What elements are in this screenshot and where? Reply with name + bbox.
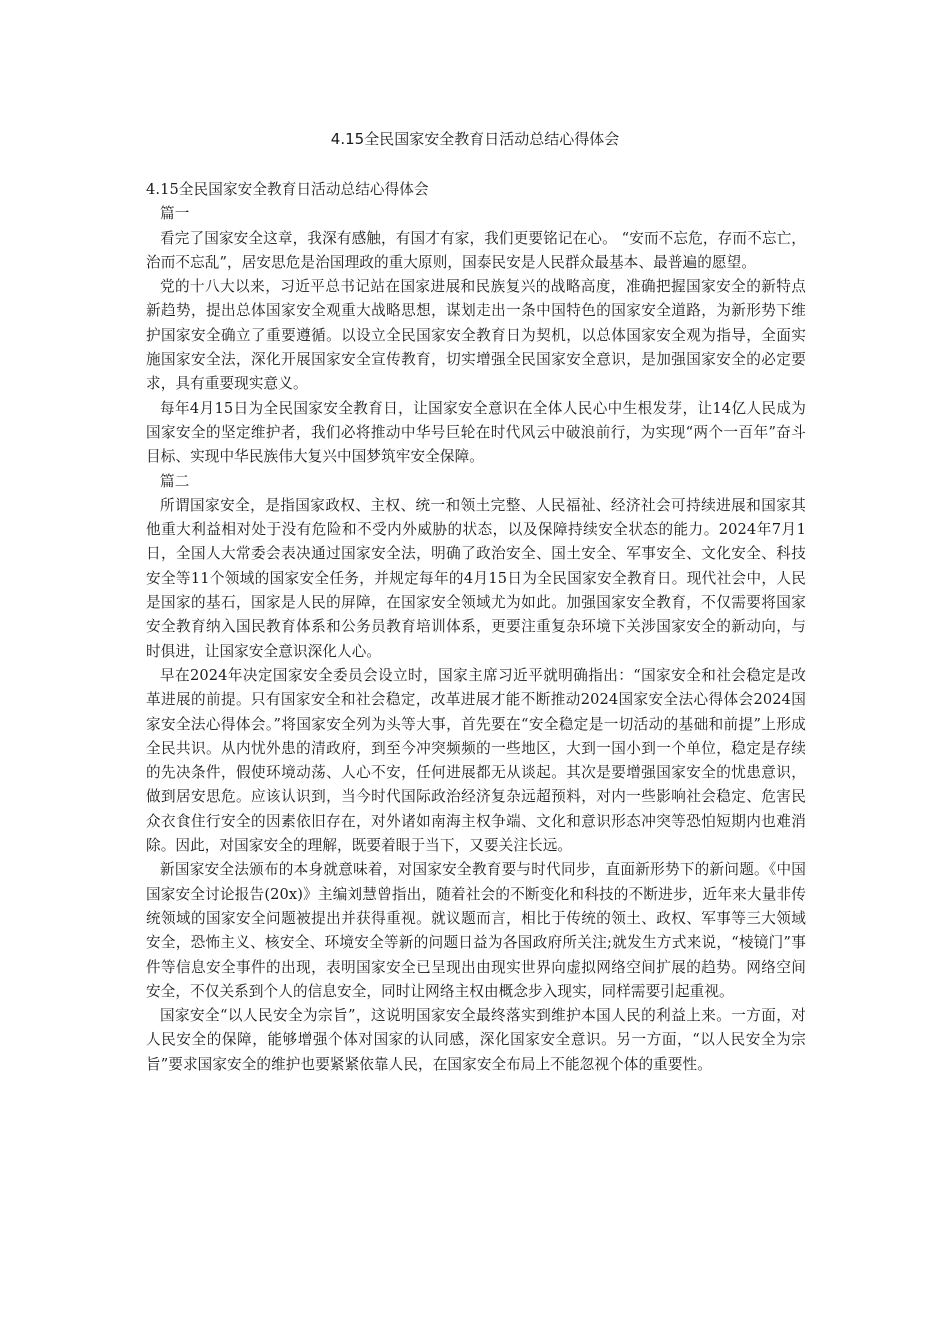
paragraph: 国家安全“以人民安全为宗旨”，这说明国家安全最终落实到维护本国人民的利益上来。一方面，对人民安全的保障，能够增强个体对国家的认同感，深化国家安全意识。另一方面，“以人民安全为宗旨”要求国家安全的维护也要紧紧依靠人民，在国家安全布局上不能忽视个体的重要性。 [146,1007,806,1073]
document-body [146,178,806,1077]
paragraph: 党的十八大以来，习近平总书记站在国家进展和民族复兴的战略高度，准确把握国家安全的新特点新趋势，提出总体国家安全观重大战略思想，谋划走出一条中国特色的国家安全道路，为新形势下维护国家安全确立了重要遵循。以设立全民国家安全教育日为契机，以总体国家安全观为指导，全面实施国家安全法，深化开展国家安全宣传教育，切实增强全民国家安全意识，是加强国家安全的必定要求，具有重要现实意义。 [146,278,806,393]
document-subtitle: 4.15全民国家安全教育日活动总结心得体会 [146,181,429,198]
paragraph: 新国家安全法颁布的本身就意味着，对国家安全教育要与时代同步，直面新形势下的新问题。《中国国家安全讨论报告(20x)》主编刘慧曾指出，随着社会的不断变化和科技的不断进步，近年来大量非传统领域的国家安全问题被提出并获得重视。就议题而言，相比于传统的领土、政权、军事等三大领域安全，恐怖主义、核安全、环境安全等新的问题日益为各国政府所关注;就发生方式来说，“棱镜门”事件等信息安全事件的出现，表明国家安全已呈现出由现实世界向虚拟网络空间扩展的趋势。网络空间安全，不仅关系到个人的信息安全，同时让网络主权由概念步入现实，同样需要引起重视。 [146,861,806,1000]
section-heading-1: 篇一 [160,205,190,223]
paragraph: 每年4月15日为全民国家安全教育日，让国家安全意识在全体人民心中生根发芽，让14亿人民成为国家安全的坚定维护者，我们必将推动中华号巨轮在时代风云中破浪前行，为实现“两个一百年”奋斗目标、实现中华民族伟大复兴中国梦筑牢安全保障。 [146,399,806,466]
paragraph: 看完了国家安全这章，我深有感触，有国才有家，我们更要铭记在心。 “安而不忘危，存而不忘亡，治而不忘乱”，居安思危是治国理政的重大原则，国泰民安是人民群众最基本、最普遍的愿望。 [146,229,806,271]
paragraph: 所谓国家安全，是指国家政权、主权、统一和领土完整、人民福祉、经济社会可持续进展和国家其他重大利益相对处于没有危险和不受内外威胁的状态，以及保障持续安全状态的能力。2024年7月1日，全国人大常委会表决通过国家安全法，明确了政治安全、国土安全、军事安全、文化安全、科技安全等11个领域的国家安全任务，并规定每年的4月15日为全民国家安全教育日。现代社会中，人民是国家的基石，国家是人民的屏障，在国家安全领域尤为如此。加强国家安全教育，不仅需要将国家安全教育纳入国民教育体系和公务员教育培训体系，更要注重复杂环境下关涉国家安全的新动向，与时俱进，让国家安全意识深化人心。 [146,496,806,660]
document-title: 4.15全民国家安全教育日活动总结心得体会 [330,130,620,148]
paragraph: 早在2024年决定国家安全委员会设立时，国家主席习近平就明确指出：“国家安全和社会稳定是改革进展的前提。只有国家安全和社会稳定，改革进展才能不断推动2024国家安全法心得体会2024国家安全法心得体会。”将国家安全列为头等大事，首先要在“安全稳定是一切活动的基础和前提”上形成全民共识。从内忧外患的清政府，到至今冲突频频的一些地区，大到一国小到一个单位，稳定是存续的先决条件，假使环境动荡、人心不安，任何进展都无从谈起。其次是要增强国家安全的忧患意识，做到居安思危。应该认识到，当今时代国际政治经济复杂远超预料，对内一些影响社会稳定、危害民众衣食住行安全的因素依旧存在，对外诸如南海主权争端、文化和意识形态冲突等恐怕短期内也难消除。因此，对国家安全的理解，既要着眼于当下，又要关注长远。 [146,666,806,855]
section-heading-2: 篇二 [160,472,190,490]
